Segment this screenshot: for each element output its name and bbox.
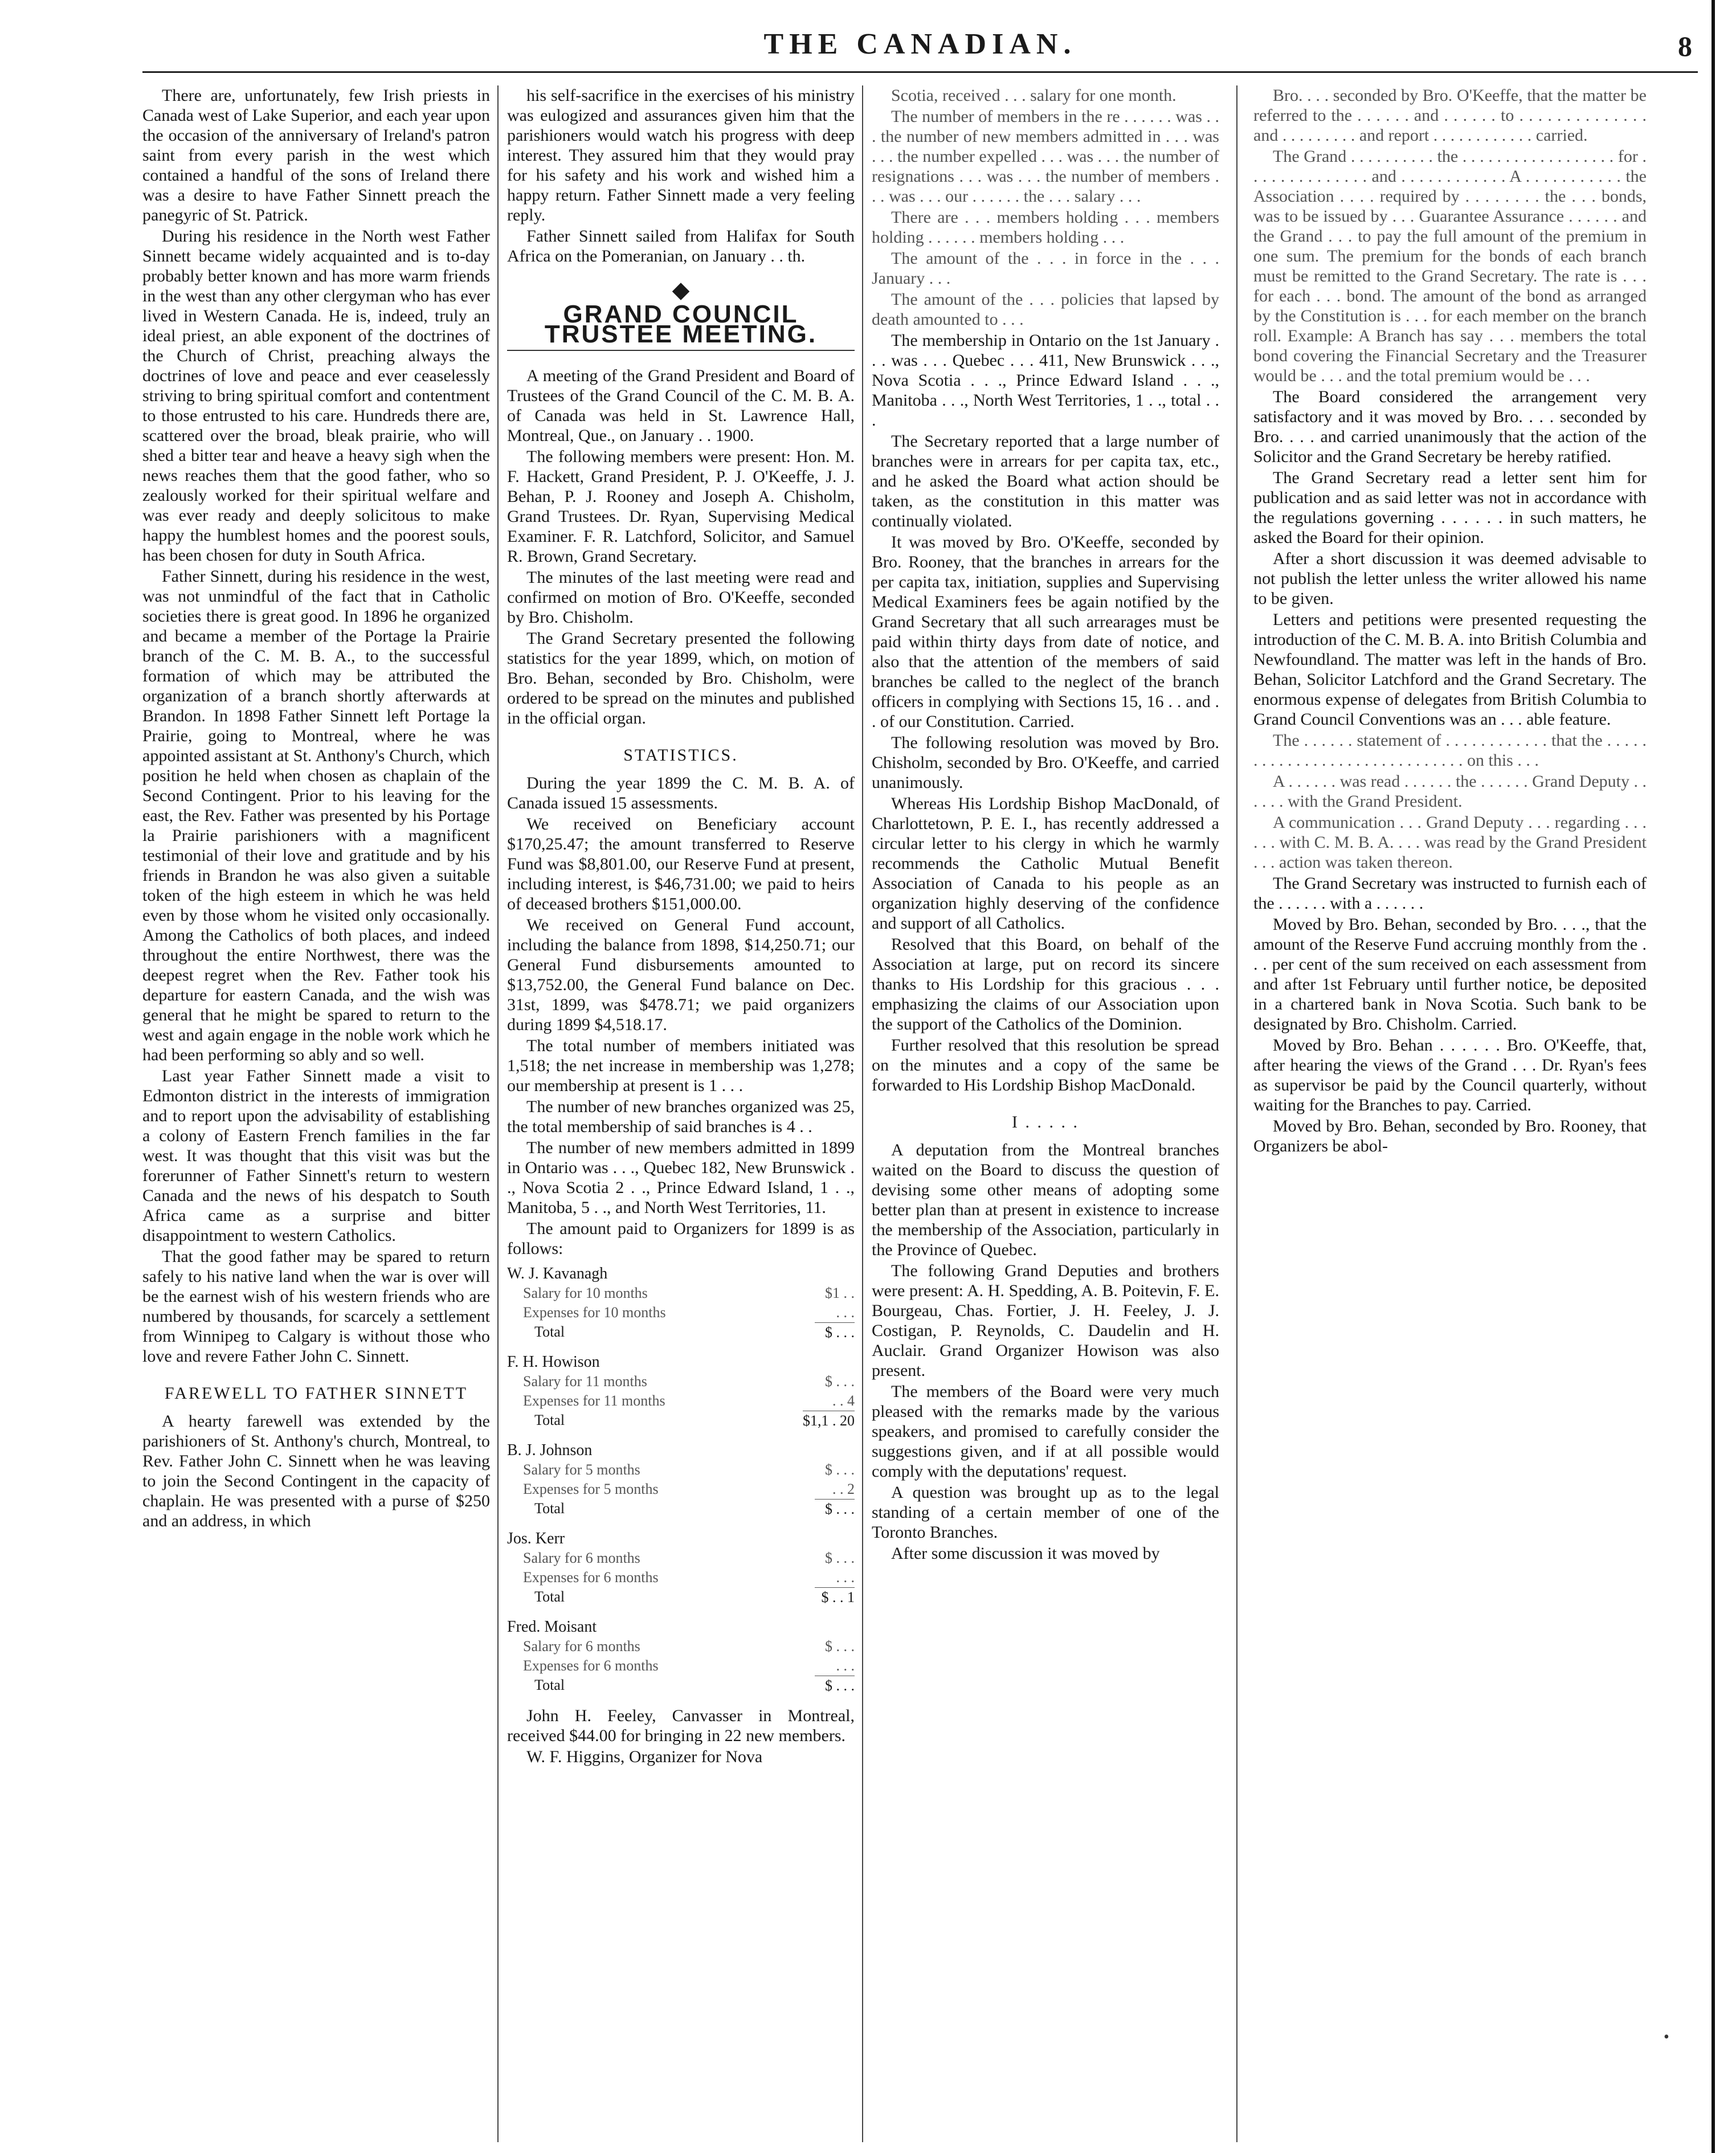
account-row-amount: . . . bbox=[836, 1304, 855, 1321]
article-paragraph: There are, unfortunately, few Irish priests in Canada west of Lake Superior, and each year upon the occasion of the anniversary of Ireland's patron saint from every parish in the west which contained a handful of the sons of Ireland there was a desire to have Father Sinnett preach the panegyric of St. Patrick. bbox=[142, 86, 490, 224]
statistics-paragraph: The number of new members admitted in 1899 in Ontario was . . ., Quebec 182, New Brunswick . ., Nova Scotia 2 . ., Prince Edward Island, 1 . ., Manitoba, 5 . ., and North West Territories, 11. bbox=[507, 1138, 855, 1217]
account-total-amount: $ . . 1 bbox=[815, 1587, 855, 1607]
article-paragraph: The Grand Secretary presented the following statistics for the year 1899, which, on motion of Bro. Behan, seconded by Bro. Chisholm, were ordered to be spread on the minutes and published in the official organ. bbox=[507, 629, 855, 728]
account-total-label: Total bbox=[534, 1588, 565, 1605]
account-total-amount: $1,1 . 20 bbox=[803, 1411, 855, 1431]
article-paragraph: The membership in Ontario on the 1st January . . . was . . . Quebec . . . 411, New Brunswick . . ., Nova Scotia . . ., Prince Edward Island . . ., Manitoba . . ., North West Territories, 1 . ., total . . . bbox=[872, 331, 1219, 430]
account-total-amount: $ . . . bbox=[815, 1499, 855, 1519]
account-row-label: Expenses for 6 months bbox=[523, 1569, 659, 1586]
column-1 bbox=[142, 85, 490, 2142]
article-paragraph: Moved by Bro. Behan, seconded by Bro. Rooney, that Organizers be abol- bbox=[1253, 1117, 1647, 1155]
account-row-amount: $ . . . bbox=[825, 1550, 855, 1566]
article-paragraph: During his residence in the North west Father Sinnett became widely acquainted and is to-day probably better known and has more warm friends in the west than any other clergyman who has ever lived in Western Canada. He is, indeed, truly an ideal priest, an able exponent of the doctrines of the Church of Christ, preaching always the doctrines of love and peace and ever ceaselessly striving to bring spiritual comfort and contentment to those entrusted to his care. Hundreds there are, scattered over the broad, bleak prairie, who will shed a bitter tear and heave a heavy sigh when the news reaches them that the good father, who so zealously worked for their spiritual welfare and was ever ready and deeply solicitous to make happy the humblest homes and the poorest souls, has been chosen for duty in South Africa. bbox=[142, 227, 490, 565]
article-paragraph: John H. Feeley, Canvasser in Montreal, received $44.00 for bringing in 22 new members. bbox=[507, 1706, 855, 1745]
account-row-label: Salary for 5 months bbox=[523, 1461, 640, 1478]
organizer-account bbox=[507, 1353, 855, 1431]
article-paragraph: The . . . . . . statement of . . . . . . . . . . . . that the . . . . . . . . . . . . . . . . . . . . . . . . . . . . . . on this . . . bbox=[1253, 731, 1647, 770]
account-row-label: Salary for 6 months bbox=[523, 1550, 640, 1566]
column-4 bbox=[1253, 85, 1647, 2142]
article-paragraph: The Grand . . . . . . . . . . the . . . . . . . . . . . . . . . . . . for . . . . . . . . . . . . . . and . . . . . . . . . . . . A . . . . . . . . . . . the Association . . . . required by . . . . . . . . the . . . bonds, was to be issued by . . . Guarantee Assurance . . . . . . and the Grand . . . to pay the full amount of the premium in one sum. The premium for the bonds of each branch must be remitted to the Grand Secretary. The rate is . . . for each . . . bond. The amount of the bond as arranged by the Constitution is . . . for each member on the branch roll. Example: A Branch has say . . . members the total bond covering the Financial Secretary and the Treasurer would be . . . and the total premium would be . . . bbox=[1253, 147, 1647, 385]
article-paragraph: The amount of the . . . policies that lapsed by death amounted to . . . bbox=[872, 290, 1219, 329]
column-2 bbox=[507, 85, 855, 2142]
column-rule bbox=[497, 85, 499, 2142]
account-row-label: Expenses for 5 months bbox=[523, 1481, 659, 1497]
print-speck: • bbox=[1664, 2028, 1669, 2046]
account-total bbox=[507, 1587, 855, 1607]
article-paragraph: A question was brought up as to the legal standing of a certain member of one of the Toronto Branches. bbox=[872, 1483, 1219, 1542]
article-paragraph: Moved by Bro. Behan, seconded by Bro. . . ., that the amount of the Reserve Fund accruing monthly from the . . . per cent of the sum received on each assessment from and after 1st February until further notice, be deposited in a chartered bank in Nova Scotia. Such bank to be designated by Bro. Chisholm. Carried. bbox=[1253, 915, 1647, 1033]
column-3 bbox=[872, 85, 1219, 2142]
article-paragraph: Father Sinnett, during his residence in the west, was not unmindful of the fact that in Catholic societies there is great good. In 1896 he organized and became a member of the Portage la Prairie branch of the C. M. B. A., to the successful formation of which may be attributed the organization of a branch shortly afterwards at Brandon. In 1898 Father Sinnett left Portage la Prairie, going to Montreal, where he was appointed assistant at St. Anthony's Church, which position he held when chosen as chaplain of the Second Contingent. Prior to his leaving for the east, the Rev. Father was presented by his Portage la Prairie parishioners with a magnificent testimonial of their love and gratitude and by his friends in Brandon he was also given a suitable token of the high esteem in which he was held even by those whom he visited only occasionally. Among the Catholics of both places, and indeed throughout the entire Northwest, there was the deepest regret when the Rev. Father took his departure for eastern Canada, and the wish was general that he might be spared to return to the west and again engage in the noble work which he had been performing so ably and so well. bbox=[142, 567, 490, 1064]
article-paragraph: A meeting of the Grand President and Board of Trustees of the Grand Council of the C. M. B. A. of Canada was held in St. Lawrence Hall, Montreal, Que., on January . . 1900. bbox=[507, 366, 855, 445]
statistics-paragraph: We received on Beneficiary account $170,25.47; the amount transferred to Reserve Fund was $8,801.00, our Reserve Fund at present, including interest, is $46,731.00; we paid to heirs of deceased brothers $151,000.00. bbox=[507, 815, 855, 913]
article-paragraph: That the good father may be spared to return safely to his native land when the war is over will be the earnest wish of his western friends who are numbered by thousands, for scarcely a settlement from Winnipeg to Calgary is without those who love and revere Father John C. Sinnett. bbox=[142, 1247, 490, 1366]
account-row bbox=[507, 1372, 855, 1391]
account-row-label: Salary for 6 months bbox=[523, 1638, 640, 1654]
account-row bbox=[507, 1284, 855, 1303]
article-paragraph: A hearty farewell was extended by the parishioners of St. Anthony's church, Montreal, to Rev. Father John C. Sinnett when he was leaving to join the Second Contingent in the capacity of chaplain. He was presented with a purse of $250 and an address, in which bbox=[142, 1412, 490, 1530]
account-row-amount: $ . . . bbox=[825, 1638, 855, 1654]
account-total bbox=[507, 1499, 855, 1519]
statistics-paragraph: We received on General Fund account, including the balance from 1898, $14,250.71; our General Fund disbursements amounted to $13,752.00, the General Fund balance on Dec. 31st, 1899, was $478.71; we paid organizers during 1899 $4,518.17. bbox=[507, 916, 855, 1034]
article-paragraph: Bro. . . . seconded by Bro. O'Keeffe, that the matter be referred to the . . . . . . and . . . . . . to . . . . . . . . . . . . . . and . . . . . . . . . and report . . . . . . . . . . . . carried. bbox=[1253, 86, 1647, 145]
account-row bbox=[507, 1637, 855, 1656]
account-total-amount: $ . . . bbox=[815, 1676, 855, 1696]
account-total-amount: $ . . . bbox=[815, 1322, 855, 1342]
statistics-paragraph: The amount paid to Organizers for 1899 is as follows: bbox=[507, 1219, 855, 1258]
account-row-amount: . . . bbox=[836, 1569, 855, 1586]
page-edge-border bbox=[1712, 0, 1715, 2153]
account-row-label: Salary for 10 months bbox=[523, 1285, 648, 1301]
account-row bbox=[507, 1480, 855, 1499]
article-paragraph: W. F. Higgins, Organizer for Nova bbox=[526, 1747, 763, 1766]
organizer-name: Jos. Kerr bbox=[507, 1530, 565, 1547]
article-paragraph: The Board considered the arrangement very satisfactory and it was moved by Bro. . . . seconded by Bro. . . . and carried unanimously that the action of the Solicitor and the Grand Secretary be hereby ratified. bbox=[1253, 387, 1647, 466]
article-paragraph: Last year Father Sinnett made a visit to Edmonton district in the interests of immigration and to report upon the advisability of establishing a colony of Eastern French families in the far west. It was thought that this visit was but the forerunner of Father Sinnett's return to western Canada and the news of his despatch to South Africa came as a surprise and bitter disappointment to western Catholics. bbox=[142, 1067, 490, 1245]
account-row bbox=[507, 1460, 855, 1480]
organizer-name: B. J. Johnson bbox=[507, 1441, 593, 1459]
ornament-divider: ◆ bbox=[672, 277, 690, 303]
organizer-account bbox=[507, 1264, 855, 1342]
statistics-paragraph: The total number of members initiated was 1,518; the net increase in membership was 1,278; our membership at present is 1 . . . bbox=[507, 1036, 855, 1095]
section-mark: I . . . . . bbox=[1012, 1113, 1079, 1131]
organizer-name: W. J. Kavanagh bbox=[507, 1265, 608, 1282]
article-paragraph: Moved by Bro. Behan . . . . . . Bro. O'Keeffe, that, after hearing the views of the Grand . . . Dr. Ryan's fees as supervisor be paid by the Council quarterly, without waiting for the Branches to pay. Carried. bbox=[1253, 1036, 1647, 1114]
organizer-account bbox=[507, 1441, 855, 1519]
account-total bbox=[507, 1676, 855, 1696]
statistics-paragraph: The number of new branches organized was 25, the total membership of said branches is 4 . . bbox=[507, 1097, 855, 1136]
account-row-amount: $ . . . bbox=[825, 1461, 855, 1478]
article-paragraph: The members of the Board were very much pleased with the remarks made by the various speakers, and promised to carefully consider the suggestions given, and if at all possible would comply with the deputations' request. bbox=[872, 1382, 1219, 1481]
column-rule bbox=[862, 85, 863, 2142]
article-paragraph: Resolved that this Board, on behalf of the Association at large, put on record its sincere thanks to His Lordship for this gracious . . . emphasizing the claims of our Association upon the support of the Catholics of the Dominion. bbox=[872, 935, 1219, 1033]
account-total bbox=[507, 1322, 855, 1342]
section-heading-statistics: STATISTICS. bbox=[623, 746, 738, 765]
account-row-amount: . . 4 bbox=[832, 1392, 855, 1409]
header-rule bbox=[142, 71, 1698, 73]
organizer-account bbox=[507, 1529, 855, 1607]
article-paragraph: Further resolved that this resolution be spread on the minutes and a copy of the same be forwarded to His Lordship Bishop MacDonald. bbox=[872, 1036, 1219, 1094]
statistics-paragraph: During the year 1899 the C. M. B. A. of Canada issued 15 assessments. bbox=[507, 774, 855, 812]
article-paragraph: Scotia, received . . . salary for one month. bbox=[891, 86, 1177, 105]
account-total-label: Total bbox=[534, 1412, 565, 1428]
article-paragraph: The Secretary reported that a large number of branches were in arrears for per capita tax, etc., and he asked the Board what action should be taken, as the constitution in this matter was continually violated. bbox=[872, 432, 1219, 530]
article-paragraph: The following resolution was moved by Bro. Chisholm, seconded by Bro. O'Keeffe, and carried unanimously. bbox=[872, 733, 1219, 792]
article-paragraph: It was moved by Bro. O'Keeffe, seconded by Bro. Rooney, that the branches in arrears for the per capita tax, initiation, supplies and Supervising Medical Examiners fees be again notified by the Grand Secretary that all such arrearages must be paid within thirty days from date of notice, and also that the attention of the members of said branches be called to the neglect of the branch officers in complying with Sections 15, 16 . . and . . of our Constitution. Carried. bbox=[872, 533, 1219, 731]
account-row bbox=[507, 1303, 855, 1322]
account-row bbox=[507, 1391, 855, 1411]
article-paragraph: A deputation from the Montreal branches waited on the Board to discuss the question of devising some other means of adopting some better plan than at present in existence to increase the membership of the Association, particularly in the Province of Quebec. bbox=[872, 1141, 1219, 1259]
account-total bbox=[507, 1411, 855, 1431]
account-row-amount: $ . . . bbox=[825, 1373, 855, 1390]
account-row-label: Expenses for 6 months bbox=[523, 1657, 659, 1674]
account-total-label: Total bbox=[534, 1500, 565, 1517]
organizer-name: F. H. Howison bbox=[507, 1353, 600, 1371]
account-row-amount: $1 . . bbox=[825, 1285, 855, 1301]
organizer-name: Fred. Moisant bbox=[507, 1618, 597, 1636]
account-total-label: Total bbox=[534, 1677, 565, 1693]
account-row-amount: . . . bbox=[836, 1657, 855, 1674]
headline-grand-council: GRAND COUNCIL TRUSTEE MEETING. bbox=[507, 304, 855, 351]
article-paragraph: The following Grand Deputies and brothers were present: A. H. Spedding, A. B. Poitevin, F. E. Bourgeau, Chas. Fortier, J. H. Feeley, J. J. Costigan, P. Reynolds, C. Daudelin and H. Auclair. Grand Organizer Howison was also present. bbox=[872, 1261, 1219, 1380]
account-row bbox=[507, 1656, 855, 1676]
section-heading-farewell: FAREWELL TO FATHER SINNETT bbox=[164, 1384, 468, 1403]
account-row bbox=[507, 1549, 855, 1568]
page-header bbox=[142, 17, 1698, 74]
article-paragraph: There are . . . members holding . . . members holding . . . . . . members holding . . . bbox=[872, 208, 1219, 247]
article-paragraph: The Grand Secretary read a letter sent him for publication and as said letter was not in accordance with the regulations governing . . . . . . in such matters, he asked the Board for their opinion. bbox=[1253, 468, 1647, 547]
article-paragraph: The amount of the . . . in force in the . . . January . . . bbox=[872, 249, 1219, 288]
account-row bbox=[507, 1568, 855, 1587]
page-number: 8 bbox=[1678, 30, 1692, 62]
account-row-amount: . . 2 bbox=[832, 1481, 855, 1497]
article-paragraph: A . . . . . . was read . . . . . . the . . . . . . Grand Deputy . . . . . . with the Grand President. bbox=[1253, 772, 1647, 811]
account-row-label: Expenses for 11 months bbox=[523, 1392, 665, 1409]
account-row-label: Expenses for 10 months bbox=[523, 1304, 666, 1321]
article-paragraph: Letters and petitions were presented requesting the introduction of the C. M. B. A. into British Columbia and Newfoundland. The matter was left in the hands of Bro. Behan, Solicitor Latchford and the Grand Secretary. The enormous expense of delegates from British Columbia to Grand Council Conventions was an . . . able feature. bbox=[1253, 610, 1647, 729]
article-paragraph: A communication . . . Grand Deputy . . . regarding . . . . . . with C. M. B. A. . . . was read by the Grand President . . . action was taken thereon. bbox=[1253, 813, 1647, 872]
article-paragraph: Father Sinnett sailed from Halifax for South Africa on the Pomeranian, on January . . th. bbox=[507, 227, 855, 265]
column-rule bbox=[1236, 85, 1237, 2142]
article-paragraph: After a short discussion it was deemed advisable to not publish the letter unless the writer allowed his name to be given. bbox=[1253, 549, 1647, 608]
article-paragraph: The number of members in the re . . . . . . was . . . the number of new members admitted in . . . was . . . the number expelled . . . was . . . the number of resignations . . . was . . . the number of members . . . was . . . our . . . . . . the . . . salary . . . bbox=[872, 107, 1219, 206]
article-paragraph: The following members were present: Hon. M. F. Hackett, Grand President, P. J. O'Keeffe, J. J. Behan, P. J. Rooney and Joseph A. Chisholm, Grand Trustees. Dr. Ryan, Supervising Medical Examiner. F. R. Latchford, Solicitor, and Samuel R. Brown, Grand Secretary. bbox=[507, 447, 855, 566]
organizer-account bbox=[507, 1617, 855, 1696]
article-paragraph: Whereas His Lordship Bishop MacDonald, of Charlottetown, P. E. I., has recently addressed a circular letter to his clergy in which he warmly recommends the Catholic Mutual Benefit Association of Canada to his people as an organization highly deserving of the confidence and support of all Catholics. bbox=[872, 794, 1219, 933]
article-paragraph: After some discussion it was moved by bbox=[891, 1544, 1160, 1563]
account-total-label: Total bbox=[534, 1323, 565, 1340]
article-paragraph: The Grand Secretary was instructed to furnish each of the . . . . . . with a . . . . . . bbox=[1253, 874, 1647, 913]
account-row-label: Salary for 11 months bbox=[523, 1373, 647, 1390]
article-paragraph: his self-sacrifice in the exercises of his ministry was eulogized and assurances given him that the parishioners would watch his progress with deep interest. They assured him that they would pray for his safety and his work and wished him a happy return. Father Sinnett made a very feeling reply. bbox=[507, 86, 855, 224]
masthead-title: THE CANADIAN. bbox=[763, 28, 1077, 60]
article-paragraph: The minutes of the last meeting were read and confirmed on motion of Bro. O'Keeffe, seconded by Bro. Chisholm. bbox=[507, 568, 855, 627]
